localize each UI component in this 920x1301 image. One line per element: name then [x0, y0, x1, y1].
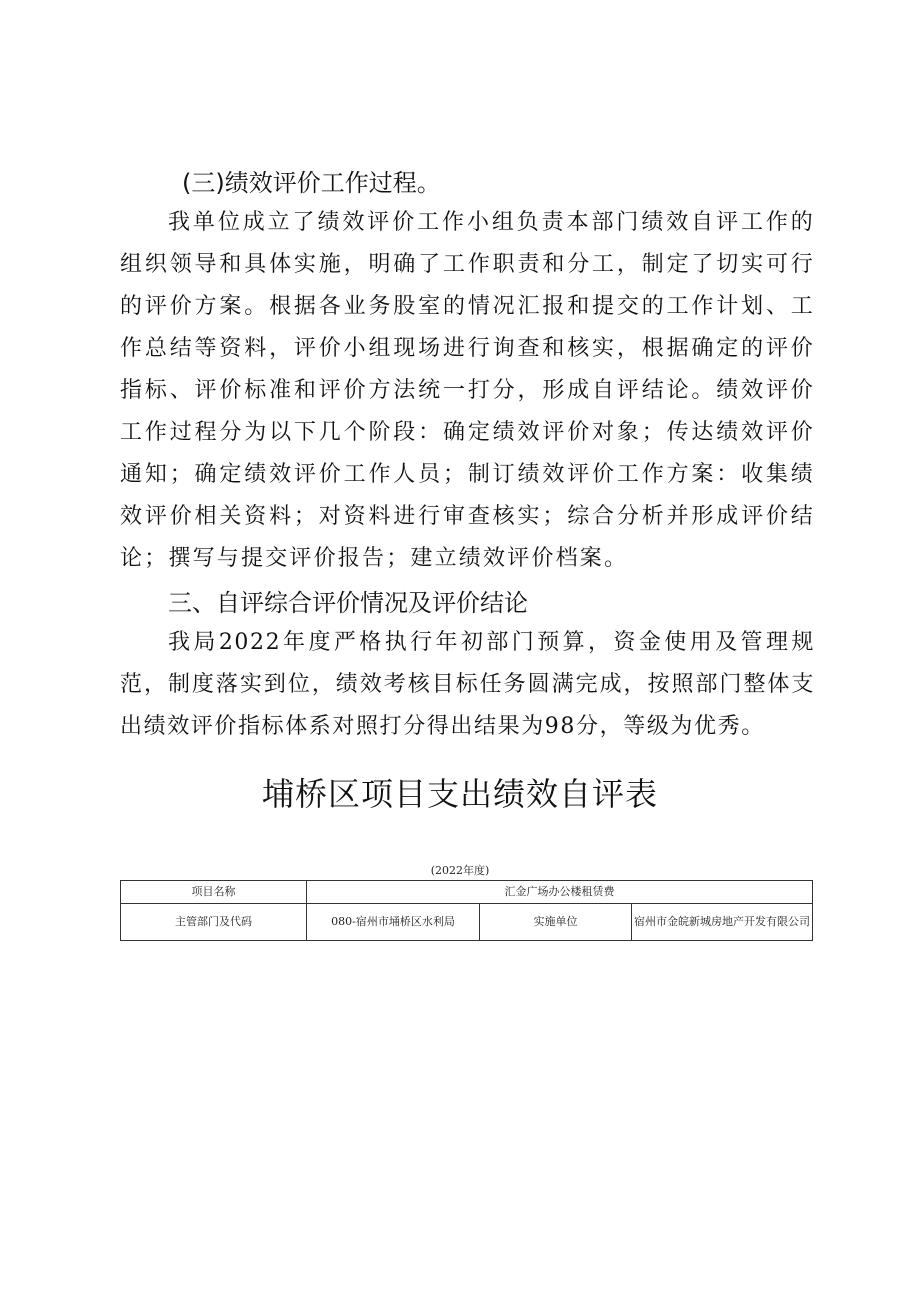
impl-label-cell: 实施单位: [480, 904, 632, 941]
table-row: [121, 881, 813, 904]
subsection-heading: (三)绩效评价工作过程。: [182, 169, 441, 197]
dept-value-cell: 080-宿州市埇桥区水利局: [307, 904, 480, 941]
conclusion-paragraph: 我局2022年度严格执行年初部门预算，资金使用及管理规范，制度落实到位，绩效考核目标任务圆满完成，按照部门整体支出绩效评价指标体系对照打分得出结果为98分，等级为优秀。: [120, 630, 815, 739]
process-paragraph: 我单位成立了绩效评价工作小组负责本部门绩效自评工作的组织领导和具体实施，明确了工作职责和分工，制定了切实可行的评价方案。根据各业务股室的情况汇报和提交的工作计划、工作总结等资料，评价小组现场进行询查和核实，根据确定的评价指标、评价标准和评价方法统一打分，形成自评结论。绩效评价工作过程分为以下几个阶段：确定绩效评价对象；传达绩效评价通知；确定绩效评价工作人员；制订绩效评价工作方案：收集绩效评价相关资料；对资料进行审查核实；综合分析并形成评价结论；撰写与提交评价报告；建立绩效评价档案。: [120, 210, 815, 571]
table-year-label: (2022年度): [430, 864, 490, 877]
impl-value-cell: 宿州市金皖新城房地产开发有限公司: [632, 904, 813, 941]
evaluation-table: [120, 880, 813, 941]
table-row: [121, 904, 813, 941]
project-name-label-cell: 项目名称: [121, 881, 307, 904]
project-name-value-cell: 汇金广场办公楼租赁费: [307, 881, 813, 904]
table-title: 埔桥区项目支出绩效自评表: [261, 775, 658, 813]
section-heading: 三、自评综合评价情况及评价结论: [168, 589, 528, 617]
dept-label-cell: 主管部门及代码: [121, 904, 307, 941]
